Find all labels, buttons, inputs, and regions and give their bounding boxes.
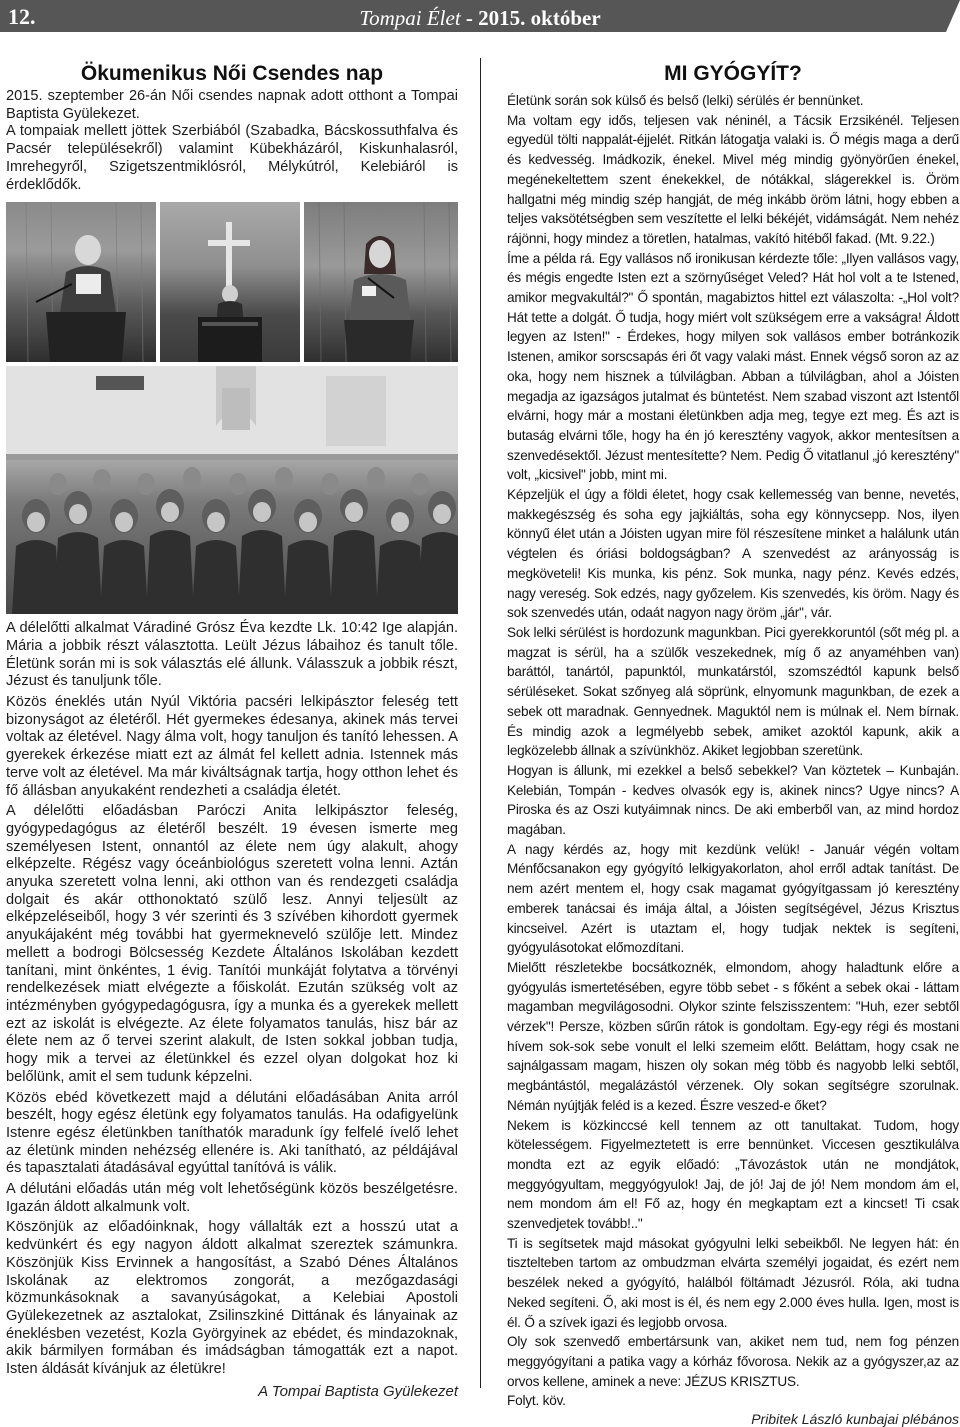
column-divider (480, 58, 481, 1388)
magazine-title (0, 6, 960, 31)
page-number: 12. (8, 4, 36, 29)
left-body-paragraph: A délelőtti alkalmat Váradiné Grósz Éva kezdte Lk. 10:42 Ige alapján. Mária a jobbik részt választotta. Leült Jézus lábaihoz és tanult tőle. Életünk során mi is sok választás elé állunk. Válasszuk a jobbik részt, Jézust és tanuljunk tőle. (6, 620, 458, 690)
left-body-paragraph: Közös éneklés után Nyúl Viktória pacséri lelkipásztor feleség tett bizonyságot az életéről. Hét gyermekes édesanya, akinek más tervei voltak az életével. Nagy álma volt, hogy tanuljon és tanító lehessen. A gyerekek érkezése miatt ezt az álmát fel kellett adnia. Istennek más terve volt az életével. Ma már kiváltságnak tartja, hogy otthon lehet és fő állásban anyukaként rendezheti a családja életét. (6, 694, 458, 799)
issue-date: - 2015. október (460, 6, 601, 30)
right-body-paragraph: Hogyan is állunk, mi ezekkel a belső sebekkel? Van köztetek – Kunbaján. Kelebián, Tompán - kedves olvasók egy is, akinek nincs? Ugye nincs? A Piroska és az Oszi kutyáimnak nincs. De aki emberből van, az mind hordoz magában. (507, 762, 959, 838)
speaker-photo-1-image (6, 202, 156, 362)
left-intro-paragraph: A tompaiak mellett jöttek Szerbiából (Szabadka, Bácskossuthfalva és Pacsér településekről) valamint Kübekházáról, Kiskunhalasról, Imrehegyről, Szigetszentmiklósról, Mélykútról, Kelebiáról is érdeklődők. (6, 123, 458, 193)
speaker-photo-1 (6, 202, 156, 362)
right-body-paragraph: Íme a példa rá. Egy vallásos nő ironikusan kérdezte tőle: „Ilyen vallásos vagy, és mégis engedte Isten ezt a szörnyűséget Veled? Hát hol volt a te Istened, amikor megvakultál?" Ő spontán, magabiztos hittel ezt válaszolta: -„Hol volt? Hát tette a dolgát. Ő tudja, hogy miért volt szükségem erre a vakságra! Áldott legyen az Isten!" - Érdekes, hogy milyen sok vallásos ember botránkozik Istenen, amikor sorscsapás éri őt vagy valaki mást. Ennek végső soron az az oka, hogy nem hisznek a túlvilágban. Abban a túlvilágban, ahol a Jóisten megadja az igazságos jutalmat és büntetést. Nem szabad viszont azt Istentől elvárni, hogy már a mostani életünkben adja meg, tegye ezt meg. És azt is butaság elvárni tőle, hogy ha én jó keresztény vagyok, akkor mentesítsen a szenvedésektől. Jézust mentesítette? Nem. Pedig Ő vitatlanul „jó keresztény" volt, „kicsivel" jobb, mint mi. (507, 250, 959, 483)
left-article-body (6, 620, 458, 1379)
right-article-signature: Pribitek László kunbajai plébános (751, 1411, 959, 1427)
speaker-photo-2-image (160, 202, 300, 362)
left-body-paragraph: Köszönjük az előadóinknak, hogy vállalták ezt a hosszú utat a kedvünkért és egy nagyon áldott alkalmat szereztek számunkra. Köszönjük Kiss Ervinnek a hangosítást, a Szabó Dénes Általános Iskolának az elektromos zongorát, a mezőgazdasági közmunkásoknak a savanyúságokat, a Kelebiai Apostoli Gyülekezetnek az asztalokat, Zsilinszkiné Dittának és lányainak az éneklésben vezetést, Kozla Györgyinek az ebédet, és mindazoknak, akik bármilyen formában és imádságban támogatták ezt a napot. Isten áldását kívánjuk az életükre! (6, 1219, 458, 1378)
right-article-title: MI GYÓGYÍT? (664, 62, 802, 85)
right-body-paragraph: Nekem is közkinccsé kell tennem az ott tanultakat. Tudom, hogy kötelességem. Figyelmeztetett is erre bennünket. Viccesen gesztikulálva mondta ezt az egyik előadó: „Távozástok után ne mondjátok, meggyógyultam, meggyógyulok! Jaj, de jó! Jaj de jó! Nem mondom ám el, nem mondom ám el! Fő az, hogy én megkaptam ezt a kincset! Ti csak szenvedjetek tovább!.." (507, 1117, 959, 1232)
left-body-paragraph: Közös ebéd következett majd a délutáni előadásában Anita arról beszélt, hogy egész életünk egy folyamatos tanulás. Ha odafigyelünk Istenre egész életünkben taníthatók maradunk így felfelé ívelő lehet az életünk minden nehézség ellenére is. Aki tanítható, az példájával és tapasztalati átadásával egyúttal tanítóvá is válik. (6, 1089, 458, 1177)
right-body-paragraph: Mielőtt részletekbe bocsátkoznék, elmondom, ahogy haladtunk előre a gyógyulás ismertetésében, egyre több sebet - s főként a sebek okai - láttam magamban megvilágosodni. Olykor szinte felszisszentem: "Huh, ezer sebtől vérzek"! Persze, közben sűrűn rátok is gondoltam. Egy-egy régi és mostani hívem sok-sok sebe vonult el lelki szemeim előtt. Beláttam, hogy csak ne sajnálgassam magam, hiszen oly sokan még több és nagyobb lelki sebtől, megbántástól, megalázástól vérzenek. Oly sokan segítségre szorulnak. Némán nyújtják feléd is a kezed. Észre veszed-e őket? (507, 959, 959, 1113)
left-intro-paragraph: 2015. szeptember 26-án Női csendes napnak adott otthont a Tompai Baptista Gyülekezet. (6, 88, 458, 122)
right-body-paragraph: Ma voltam egy idős, teljesen vak néninél, a Tácsik Erzsikénél. Teljesen egyedül tölti nappalát-éjjelét. Ritkán látogatja valaki is. Ő mégis maga a derű és kedvesség. Imádkozik, énekel. Mivel még mindig gyönyörűen énekel, megénekeltettem szent énekekkel, de nótákkal, slágerekkel is. Öröm hallgatni még mindig szép hangját, de még inkább öröm látni, hogy ebben a teljes vaksötétségben sem veszítette el lelki békéjét, vidámságát. Nem nehéz rájönni, hogy mindez a töretlen, hatalmas, vakító hitéből fakad. (Mt. 9.22.) (507, 112, 959, 246)
right-article (507, 62, 959, 1427)
audience-photo (6, 366, 458, 614)
speaker-photo-2 (160, 202, 300, 362)
right-body-paragraph: Oly sok szenvedő embertársunk van, akiket nem tud, nem fog pénzen meggyógyítani a patika vagy a kórház fővorosa. Nekik az a gyógyszer,az az orvos kellene, aminek a neve: JÉZUS KRISZTUS. (507, 1334, 959, 1389)
audience-photo-image (6, 366, 458, 614)
speaker-photo-3 (304, 202, 458, 362)
left-article-signature: A Tompai Baptista Gyülekezet (258, 1382, 458, 1400)
left-article (6, 62, 458, 1400)
right-body-paragraph: A nagy kérdés az, hogy mit kezdünk velük! - Január végén voltam Ménfőcsanakon egy gyógyító lelkigyakorlaton, ahol erről adtak tanítást. De nem azért mentem el, hogy csak magamat gyógyítgassam jó keresztény emberek tanácsai és imája által, a Jóisten segítségével, Jézus Krisztus kincseivel. Azért is utaztam el, hogy tudjak nektek is segíteni, gyógyulásotokat előmozdítani. (507, 841, 959, 956)
right-body-paragraph: Ti is segítsetek majd másokat gyógyulni lelki sebeikből. Ne legyen hát: én tisztelteben tartom az ombudzman elvárta személyi jogaidat, és ezért nem beszélek neked a gyógyító, halálból föltámadt Jézusról. Róla, aki tudna Neked segíteni. Ő, aki most is él, és nem egy 2.000 éves hulla. Igen, most is él. Ő a szívek igazi és legjobb orvosa. (507, 1235, 959, 1330)
left-body-paragraph: A délelőtti előadásban Paróczi Anita lelkipásztor feleség, gyógypedagógus az életéről beszélt. 19 évesen ismerte meg személyesen Istent, onnantól az élete nem úgy alakult, ahogy elképzelte. Régész vagy óceánbiológus szeretett volna lenni. Aztán anyuka szeretett volna lenni, aki otthon van és rendezgeti családja dolgait és akár otthonoktató szülő lesz. Annyi teljesült az elképzeléseiből, hogy 3 vér szerinti és 3 szívében kihordott gyermek anyukájaként még további hat gyermekneveló szülője lett. Mindez mellett a bodrogi Bölcsesség Kezdete Általános Iskolában kezdett tanítani, mint önkéntes, 1 évig. Tanítói munkáját folytatva a törvényi rendelkezések miatt elvégezte a főiskolát. Ezután szükség volt az intézményben gyógypedagógusra, így a munka és a gyerekek mellett ezt az iskolát is elvégezte. Az élete folyamatos tanulás, hisz bár az élete nem az ő tervei szerint alakult, de Isten sokkal jobban tudja, hogy mik a tervei az életünkkel és ezzel olyan dolgokat hoz ki belőlünk, amit el sem tudunk képzelni. (6, 803, 458, 1085)
speaker-photo-3-image (304, 202, 458, 362)
magazine-name: Tompai Élet (359, 6, 461, 30)
left-article-title: Ökumenikus Női Csendes nap (80, 62, 384, 85)
right-body-paragraph: Folyt. köv. (507, 1393, 566, 1409)
page-header (0, 0, 960, 34)
photo-collage (6, 202, 458, 614)
right-body-paragraph: Képzeljük el úgy a földi életet, hogy csak kellemesség van benne, nevetés, makkegészség és soha egy jajkiáltás, soha egy könnycsepp. Nos, ilyen könnyű élet után a Jóisten ugyan mire föl részesítene minket a halálunk után végtelen és óriási boldogságban? A szenvedést az arányosság is megköveteli! Kis munka, kis pénz. Sok munka, nagy pénz. Kevés edzés, nagy vereség. Sok edzés, nagy győzelem. Kis szenvedés, kis öröm. Nagy és sok szenvedés után, odaát nagyon nagy öröm „jár", vár. (507, 487, 959, 621)
right-body-paragraph: Sok lelki sérülést is hordozunk magunkban. Pici gyerekkoruntól (sőt még pl. a magzat is sérül, ha a szülők veszekednek, míg ő az anyaméhben van) baráttól, tanártól, papunktól, munkatárstól, szomszédtól kapunk belső sérüléseket. Sokat szőnyeg alá söprünk, elnyomunk magunkban, de ezek a sebek ott maradnak. Gennyednek. Maguktól nem is múlnak el. Nem bírnak. És mindig azok a legmélyebb sebek, amiket azoktól kapunk, akik a legközelebb állnak a szívünkhöz. Akiket legjobban szeretünk. (507, 624, 959, 759)
right-article-body (507, 91, 959, 1411)
left-body-paragraph: A délutáni előadás után még volt lehetőségünk közös beszélgetésre. Igazán áldott alkalmunk volt. (6, 1181, 458, 1215)
left-intro (6, 88, 458, 194)
right-body-paragraph: Életünk során sok külső és belső (lelki) sérülés ér bennünket. (507, 93, 864, 108)
